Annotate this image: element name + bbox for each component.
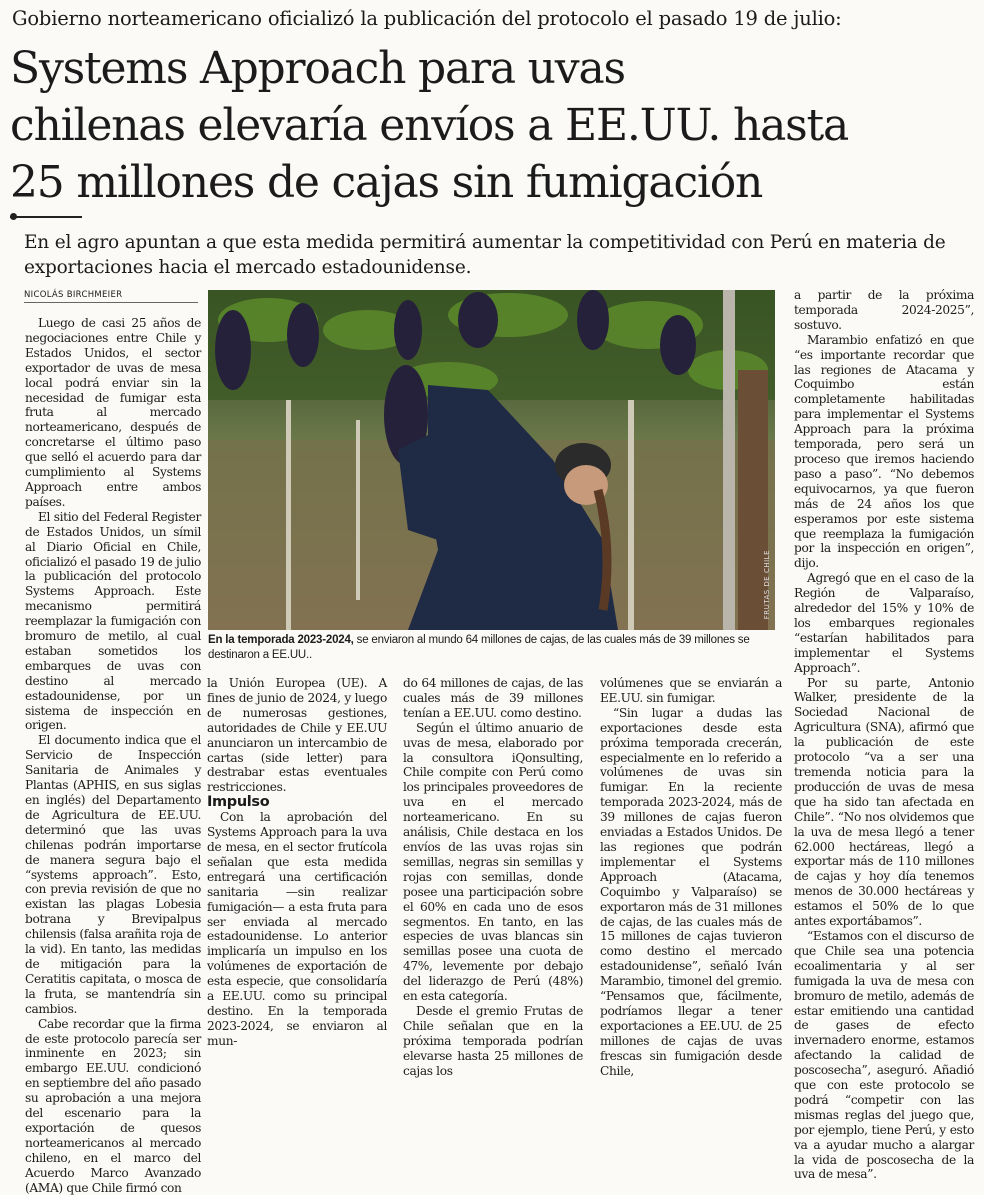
paragraph: El documento indica que el Servicio de Inspección Sanitaria de Animales y Plantas (APHIS, en sus siglas en inglés) del Departamento de Agricultura de EE.UU. determinó que las uvas chilenas podrán importarse de manera segura bajo el “systems approach”. Esto, con previa revisión de que no existan las plagas Lobesia botrana y Brevipalpus chilensis (falsa arañita roja de la vid). En tanto, las medidas de mitigación para la Ceratitis capitata, o mosca de la fruta, se mantendría sin cambios. [25,733,201,1016]
headline-line: Systems Approach para uvas [10,43,625,94]
paragraph: Según el último anuario de uvas de mesa, elaborado por la consultora iQonsulting, Chile compite con Perú como los principales proveedores de uva en el mercado norteamericano. En su análisis, Chile destaca en los envíos de las uvas rojas sin semillas, negras sin semillas y rojas con semillas, donde posee una participación sobre el 60% en cada uno de esos segmentos. En tanto, en las especies de uvas blancas sin semillas posee una cuota de 47%, levemente por debajo del liderazgo de Perú (48%) en esta categoría. [403,720,583,1004]
paragraph: “Sin lugar a dudas las exportaciones desde esta próxima temporada crecerán, especialmente en lo referido a volúmenes de uvas sin fumigar. En la reciente temporada 2023-2024, más de 39 millones de cajas fueron enviadas a Estados Unidos. De las regiones que podrán implementar el Systems Approach (Atacama, Coquimbo y Valparaíso) se exportaron más de 31 millones de cajas, de las cuales más de 15 millones de cajas tuvieron como destino el mercado estadounidense”, señaló Iván Marambio, timonel del gremio. “Pensamos que, fácilmente, podríamos llegar a tener exportaciones a EE.UU. de 25 millones de cajas de uvas frescas sin fumigación desde Chile, [600,705,782,1078]
caption-bold: En la temporada 2023-2024, [208,634,354,646]
paragraph: la Unión Europea (UE). A fines de junio de 2024, y luego de numerosas gestiones, autoridades de Chile y EE.UU anunciaron un intercambio de cartas (side letter) para destrabar estas eventuales restricciones. [207,676,387,795]
paragraph: Agregó que en el caso de la Región de Valparaíso, alrededor del 15% y 10% de los embarques regionales “estarían habilitados para implementar el Systems Approach”. [794,571,974,675]
paragraph: volúmenes que se enviarán a EE.UU. sin fumigar. [600,676,782,705]
column-2 [207,676,387,1049]
paragraph: Marambio enfatizó en que “es importante recordar que las regiones de Atacama y Coquimbo están completamente habilitadas para implementar el Systems Approach para la próxima temporada, pero será un proceso que iremos haciendo paso a paso”. “No debemos equivocarnos, ya que fueron más de 24 años los que esperamos por este sistema que reemplaza la fumigación por la inspección en origen”, dijo. [794,332,974,571]
photo-credit: FRUTAS DE CHILE [763,550,771,620]
lead: En el agro apuntan a que esta medida permitirá aumentar la competitividad con Perú en materia de exportaciones hacia el mercado estadounidense. [24,232,946,278]
photo-caption [208,633,778,663]
paragraph: El sitio del Federal Register de Estados Unidos, un símil al Diario Oficial en Chile, oficializó el pasado 19 de julio la publicación del protocolo Systems Approach. Este mecanismo permitirá reemplazar la fumigación con bromuro de metilo, al cual estaban sometidos los embarques de uvas con destino al mercado estadounidense, por un sistema de inspección en origen. [25,509,201,733]
article-photo [208,290,775,630]
headline-line: 25 millones de cajas sin fumigación [10,157,763,208]
paragraph: “Estamos con el discurso de que Chile sea una potencia ecoalimentaria y al ser fumigada la uva de mesa con bromuro de metilo, además de estar emitiendo una cantidad de gases de efecto invernadero enorme, estamos afectando la calidad de poscosecha”, aseguró. Añadió que con este protocolo se podrá “competir con las mismas reglas del juego que, por ejemplo, tiene Perú, y esto va a ayudar mucho a alargar la vida de poscosecha de la uva de mesa”. [794,928,974,1182]
column-4 [600,676,782,1078]
headline [10,40,970,211]
paragraph: do 64 millones de cajas, de las cuales más de 39 millones tenían a EE.UU. como destino. [403,676,583,720]
vineyard-photo [208,290,775,630]
paragraph: a partir de la próxima temporada 2024-2025”, sostuvo. [794,288,974,332]
paragraph: Con la aprobación del Systems Approach para la uva de mesa, en el sector frutícola señalan que esta medida entregará una certificación sanitaria —sin realizar fumigación— a esta fruta para ser enviada al mercado estadounidense. Lo anterior implicaría un impulso en los volúmenes de exportación de esta especie, que consolidaría a EE.UU. como su principal destino. En la temporada 2023-2024, se enviaron al mun- [207,810,387,1048]
divider [10,216,82,218]
caption-text: se enviaron al mundo 64 millones de cajas, de las cuales más de 39 millones se destinaron a EE.UU.. [208,634,750,661]
divider [24,302,198,303]
column-1 [25,316,201,1195]
paragraph: Desde el gremio Frutas de Chile señalan que en la próxima temporada podrían elevarse hasta 25 millones de cajas los [403,1003,583,1078]
section-subhead: Impulso [207,794,270,811]
paragraph: Por su parte, Antonio Walker, presidente de la Sociedad Nacional de Agricultura (SNA), afirmó que la publicación de este protocolo “va a ser una tremenda noticia para la producción de uvas de mesa que ha sido tan afectada en Chile”. “No nos olvidemos que la uva de mesa llegó a tener 62.000 hectáreas, llegó a exportar más de 110 millones de cajas y hoy día tenemos menos de 30.000 hectáreas y estamos el 50% de lo que antes exportábamos”. [794,675,974,929]
column-3 [403,676,583,1078]
paragraph: Luego de casi 25 años de negociaciones entre Chile y Estados Unidos, el sector exportador de uvas de mesa local podrá enviar sin la necesidad de fumigar esta fruta al mercado norteamericano, después de concretarse el último paso que selló el acuerdo para dar cumplimiento al Systems Approach entre ambos países. [25,316,201,509]
headline-line: chilenas elevaría envíos a EE.UU. hasta [10,100,849,151]
kicker: Gobierno norteamericano oficializó la publicación del protocolo el pasado 19 de julio: [12,7,842,30]
byline: NICOLÁS BIRCHMEIER [24,290,123,300]
paragraph: Cabe recordar que la firma de este protocolo parecía ser inminente en 2023; sin embargo EE.UU. condicionó en septiembre del año pasado su aprobación a una mejora del escenario para la exportación de quesos norteamericanos al mercado chileno, en el marco del Acuerdo Marco Avanzado (AMA) que Chile firmó con [25,1016,201,1195]
column-5 [794,288,974,1182]
